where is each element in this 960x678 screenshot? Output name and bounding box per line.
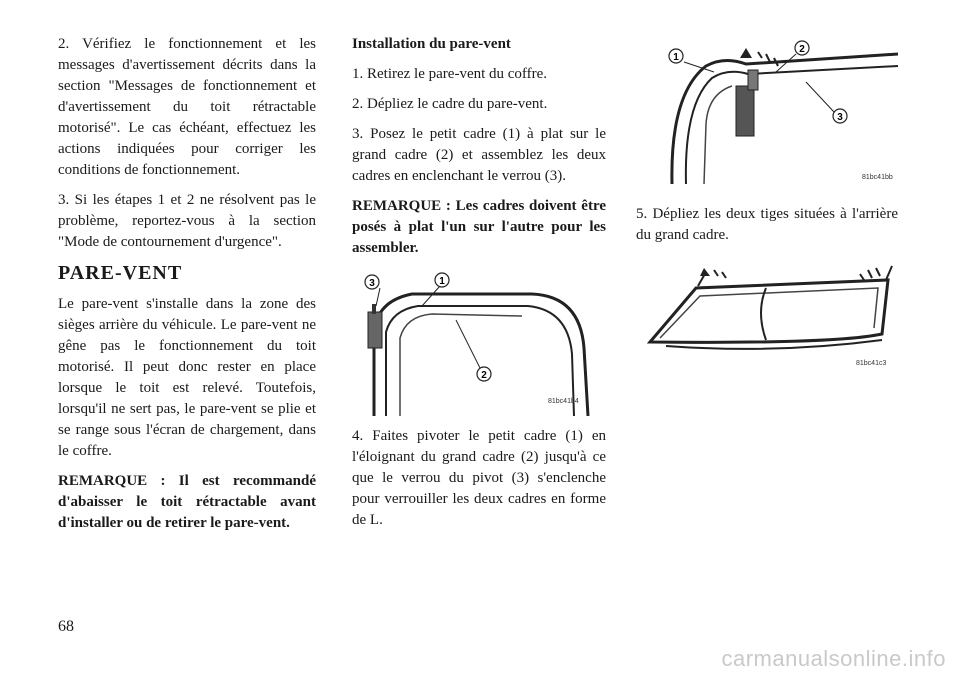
rear-rods-figure (636, 260, 898, 374)
callout-1-label: 1 (439, 276, 445, 287)
note-lower-roof: REMARQUE : Il est recommandé d'abaisser le toit rétractable avant d'installer ou de retirer le pare-vent. (58, 473, 316, 531)
section-title: PARE-VENT (58, 262, 183, 284)
install-step-4: 4. Faites pivoter le petit cadre (1) en l'éloignant du grand cadre (2) jusqu'à ce que le verrou du pivot (3) s'enclenche pour verrouiller les deux cadres en forme de L. (352, 428, 606, 528)
figure-code-bottom: 81bc41c3 (856, 360, 887, 367)
right-column (636, 34, 898, 384)
install-step-5: 5. Dépliez les deux tiges situées à l'arrière du grand cadre. (636, 206, 898, 243)
installation-subheading: Installation du pare-vent (352, 36, 511, 52)
rear-rods-illustration (636, 260, 898, 374)
page-number: 68 (58, 618, 74, 635)
figure-code-top: 81bc41bb (862, 174, 893, 181)
pivot-latch-figure (636, 34, 898, 184)
figure-code: 81bc41b4 (548, 398, 579, 405)
intro-paragraph: Le pare-vent s'installe dans la zone des sièges arrière du véhicule. Le pare-vent ne gêne pas le fonctionnement du toit motorisé. Il peut donc rester en place lorsque le toit est relevé. Toutefois, lorsqu'il ne sert pas, le pare-vent se plie et se range sous l'écran de chargement, dans le coffre. (58, 296, 316, 459)
install-step-2: 2. Dépliez le cadre du pare-vent. (352, 96, 548, 112)
pivot-latch-illustration (636, 34, 898, 184)
install-step-1: 1. Retirez le pare-vent du coffre. (352, 66, 548, 82)
callout-2-label: 2 (799, 44, 805, 55)
install-step-3: 3. Posez le petit cadre (1) à plat sur le grand cadre (2) et assemblez les deux cadres en enclenchant le verrou (3). (352, 126, 606, 184)
step-2-paragraph: 2. Vérifiez le fonctionnement et les messages d'avertissement décrits dans la section "Messages de fonctionnement et d'avertissement du toit rétractable motorisé". Le cas échéant, effectuez les actions indiquées pour corriger les conditions de fonctionnement. (58, 36, 316, 178)
callout-3-label: 3 (369, 278, 375, 289)
callout-3-label: 3 (837, 112, 843, 123)
frame-assembly-figure (352, 268, 606, 416)
left-column (58, 34, 316, 543)
watermark: carmanualsonline.info (721, 646, 946, 671)
step-3-paragraph: 3. Si les étapes 1 et 2 ne résolvent pas le problème, reportez-vous à la section "Mode de contournement d'urgence". (58, 192, 316, 250)
callout-2-label: 2 (481, 370, 487, 381)
middle-column (352, 34, 606, 540)
callout-1-label: 1 (673, 52, 679, 63)
frame-assembly-illustration (352, 268, 606, 416)
note-frames-flat: REMARQUE : Les cadres doivent être posés à plat l'un sur l'autre pour les assembler. (352, 198, 606, 256)
